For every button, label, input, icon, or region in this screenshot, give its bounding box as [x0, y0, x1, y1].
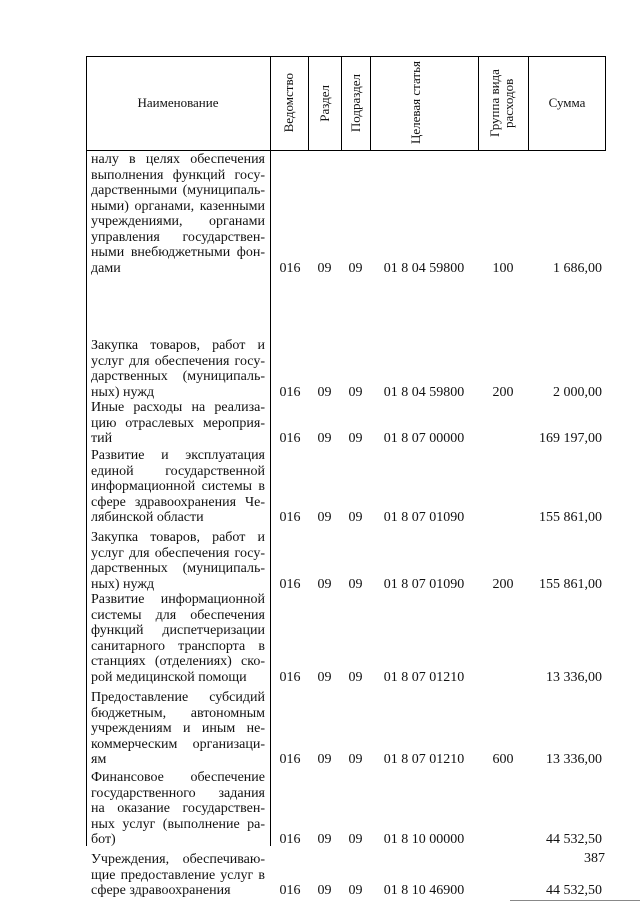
header-vedomstvo-label: Ведомство — [281, 73, 296, 133]
header-vedomstvo — [270, 56, 308, 150]
row-tselevaya-statya: 01 8 04 59800 — [383, 384, 465, 400]
row-vedomstvo: 016 — [279, 669, 301, 685]
header-divider — [86, 150, 606, 151]
row-name-line: Учреждения, обеспечиваю- — [91, 852, 265, 867]
row-vedomstvo: 016 — [279, 752, 301, 767]
footer-line — [510, 900, 640, 901]
row-name — [91, 152, 265, 276]
row-summa: 155 861,00 — [539, 576, 602, 592]
row-name-line: Финансовое обеспечение — [91, 770, 265, 785]
row-razdel: 09 — [317, 832, 332, 847]
row-name-line: учреждениям и иным не- — [91, 721, 265, 736]
row-razdel: 09 — [317, 576, 332, 592]
row-summa: 1 686,00 — [553, 260, 602, 276]
row-name-line: функций диспетчеризации — [91, 623, 265, 638]
row-name-line: Иные расходы на реализа- — [91, 400, 265, 415]
row-name-line: ными) органами, казенными — [91, 198, 265, 214]
page-number: 387 — [584, 851, 605, 866]
row-name-line: ных услуг (выполнение ра- — [91, 816, 265, 832]
row-tselevaya-statya: 01 8 07 01210 — [383, 669, 465, 685]
row-name — [91, 852, 265, 899]
row-razdel: 09 — [317, 260, 332, 276]
row-name-line: дарственными (муниципаль- — [91, 183, 265, 198]
row-razdel: 09 — [317, 510, 332, 525]
row-name-line: Закупка товаров, работ и — [91, 338, 265, 353]
row-name-line: выполнения функций госу- — [91, 167, 265, 183]
row-summa: 13 336,00 — [546, 752, 602, 767]
row-summa: 13 336,00 — [546, 669, 602, 685]
row-name-line: сфере здравоохранения Че- — [91, 494, 265, 510]
row-tselevaya-statya: 01 8 07 01090 — [383, 576, 465, 592]
row-name-line: Закупка товаров, работ и — [91, 530, 265, 545]
row-vedomstvo: 016 — [279, 883, 301, 898]
row-name-line: ных) нужд — [91, 384, 155, 400]
row-summa: 44 532,50 — [546, 832, 602, 847]
table-row — [86, 770, 606, 848]
row-name-line: щие предоставление услуг в — [91, 867, 265, 883]
row-summa: 169 197,00 — [539, 431, 602, 446]
row-podrazdel: 09 — [348, 431, 363, 446]
table-row — [86, 400, 606, 447]
row-podrazdel: 09 — [348, 669, 363, 685]
header-podrazdel-label: Подраздел — [347, 73, 363, 133]
row-razdel: 09 — [317, 384, 332, 400]
row-podrazdel: 09 — [348, 260, 363, 276]
row-name-line: управления государствен- — [91, 229, 265, 245]
row-name-line: дарственных (муниципаль- — [91, 561, 265, 576]
header-gruppa — [478, 56, 528, 150]
row-name-line: на оказание государствен- — [91, 801, 265, 816]
row-gruppa: 100 — [492, 260, 514, 276]
row-name — [91, 530, 265, 592]
table-row — [86, 852, 606, 899]
row-name-line: дами — [91, 260, 121, 276]
row-podrazdel: 09 — [348, 510, 363, 525]
row-name-line: Предоставление субсидий — [91, 690, 265, 705]
row-name-line: бот) — [91, 832, 116, 847]
row-tselevaya-statya: 01 8 07 00000 — [383, 431, 465, 446]
row-name-line: Развитие информационной — [91, 592, 265, 607]
row-tselevaya-statya: 01 8 07 01090 — [383, 510, 465, 525]
row-name-line: дарственных (муниципаль- — [91, 369, 265, 384]
row-name-line: системы для обеспечения — [91, 607, 265, 623]
row-name-line: единой государственной — [91, 463, 265, 479]
header-podrazdel — [341, 56, 370, 150]
row-podrazdel: 09 — [348, 576, 363, 592]
header-summa-label: Сумма — [548, 95, 586, 110]
header-razdel — [308, 56, 341, 150]
header-razdel-label: Раздел — [316, 84, 332, 122]
row-gruppa: 600 — [492, 752, 514, 767]
row-name-line: сфере здравоохранения — [91, 883, 231, 898]
row-name-line: государственного задания — [91, 785, 265, 801]
row-name-line: информационной системы в — [91, 479, 265, 494]
header-tselevaya — [370, 56, 478, 150]
table-row — [86, 338, 606, 400]
header-summa — [528, 56, 606, 150]
row-vedomstvo: 016 — [279, 260, 301, 276]
row-podrazdel: 09 — [348, 752, 363, 767]
row-summa: 44 532,50 — [546, 883, 602, 898]
row-tselevaya-statya: 01 8 04 59800 — [383, 260, 465, 276]
row-vedomstvo: 016 — [279, 384, 301, 400]
table-row — [86, 530, 606, 592]
table-row — [86, 690, 606, 768]
row-razdel: 09 — [317, 669, 332, 685]
header-tselevaya-label: Целевая статья — [408, 61, 423, 145]
row-name-line: рой медицинской помощи — [91, 669, 247, 685]
row-podrazdel: 09 — [348, 384, 363, 400]
row-name-line: Развитие и эксплуатация — [91, 448, 265, 463]
row-name-line: ям — [91, 752, 107, 767]
row-summa: 2 000,00 — [553, 384, 602, 400]
header-name-label: Наименование — [137, 95, 219, 110]
row-name-line: санитарного транспорта в — [91, 638, 265, 654]
row-name-line: коммерческим организаци- — [91, 736, 265, 752]
row-summa: 155 861,00 — [539, 510, 602, 525]
row-gruppa: 200 — [492, 384, 514, 400]
row-tselevaya-statya: 01 8 07 01210 — [383, 752, 465, 767]
row-name — [91, 592, 265, 685]
row-name — [91, 400, 265, 447]
row-name — [91, 338, 265, 400]
row-razdel: 09 — [317, 431, 332, 446]
row-name — [91, 690, 265, 768]
row-razdel: 09 — [317, 752, 332, 767]
row-name-line: налу в целях обеспечения — [91, 152, 265, 167]
row-vedomstvo: 016 — [279, 576, 301, 592]
row-podrazdel: 09 — [348, 832, 363, 847]
table-row — [86, 152, 606, 276]
row-podrazdel: 09 — [348, 883, 363, 898]
header-name — [86, 56, 270, 150]
table-row — [86, 592, 606, 685]
header-gruppa-label: Группа вида расходов — [487, 69, 516, 137]
row-name-line: бюджетным, автономным — [91, 705, 265, 721]
row-name-line: ными внебюджетными фон- — [91, 245, 265, 260]
row-tselevaya-statya: 01 8 10 46900 — [383, 883, 465, 898]
row-vedomstvo: 016 — [279, 510, 301, 525]
row-tselevaya-statya: 01 8 10 00000 — [383, 832, 465, 847]
row-name — [91, 770, 265, 848]
row-name-line: тий — [91, 431, 113, 446]
row-name-line: станциях (отделениях) ско- — [91, 654, 265, 669]
row-name-line: ных) нужд — [91, 576, 155, 592]
row-vedomstvo: 016 — [279, 431, 301, 446]
table-row — [86, 448, 606, 526]
row-name — [91, 448, 265, 526]
row-name-line: лябинской области — [91, 510, 204, 525]
row-name-line: услуг для обеспечения госу- — [91, 545, 265, 561]
row-name-line: цию отраслевых мероприя- — [91, 415, 265, 431]
row-vedomstvo: 016 — [279, 832, 301, 847]
row-gruppa: 200 — [492, 576, 514, 592]
row-name-line: учреждениями, органами — [91, 214, 265, 229]
row-razdel: 09 — [317, 883, 332, 898]
row-name-line: услуг для обеспечения госу- — [91, 353, 265, 369]
